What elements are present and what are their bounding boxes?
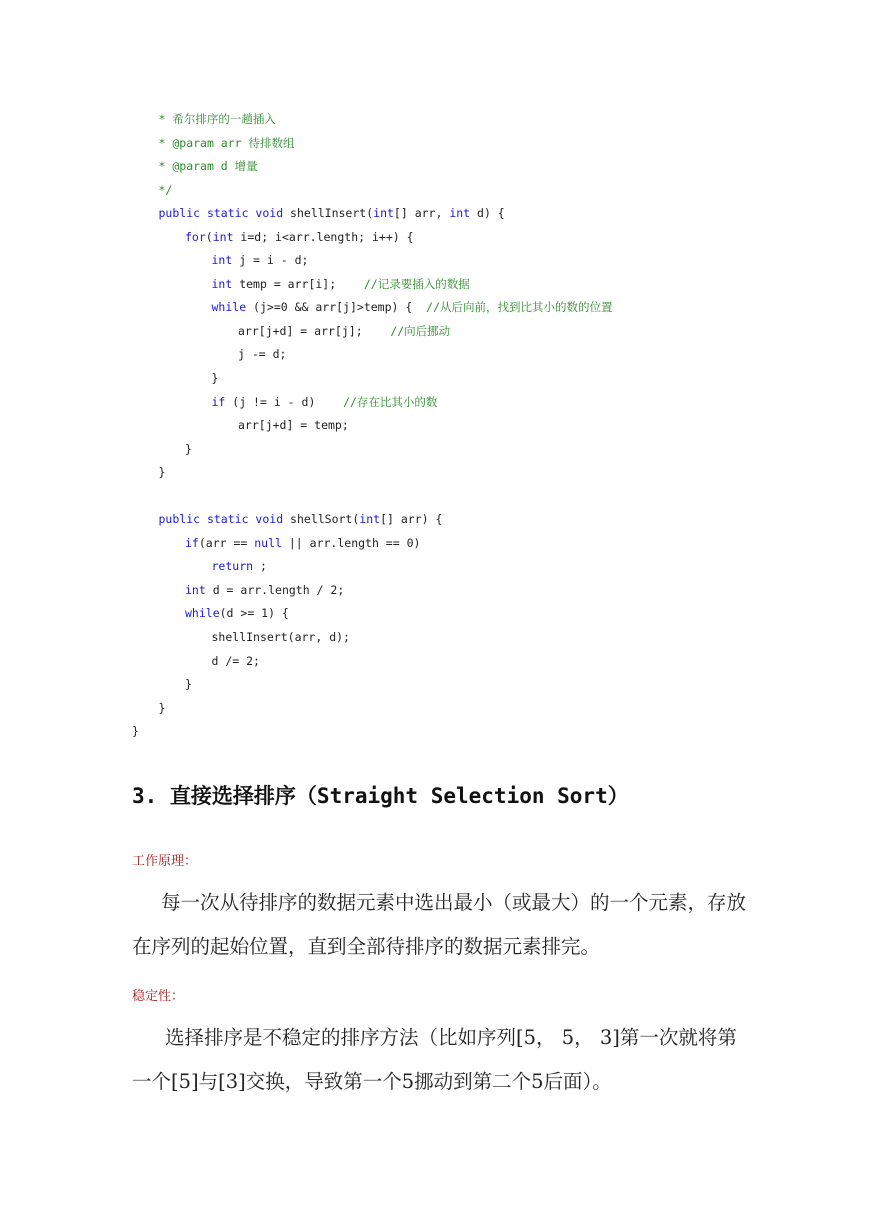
code-keyword: int <box>211 253 233 268</box>
principle-label: 工作原理： <box>132 854 198 869</box>
code-text: } <box>185 677 192 692</box>
code-keyword: int <box>212 229 234 244</box>
code-line <box>132 273 832 297</box>
code-text: } <box>158 700 166 715</box>
code-text: } <box>132 724 139 739</box>
code-line <box>132 343 832 367</box>
code-line <box>132 579 832 603</box>
code-comment: //向后挪动 <box>390 323 451 338</box>
code-text: (j != i - d) <box>225 394 344 409</box>
code-line <box>132 155 832 179</box>
code-line <box>132 602 832 626</box>
principle-paragraph: 每一次从待排序的数据元素中选出最小（或最大）的一个元素，存放在序列的起始位置，直到全部待排序的数据元素排完。 <box>132 891 747 958</box>
code-line <box>132 202 832 226</box>
code-line <box>132 626 832 650</box>
code-keyword: public static void <box>158 512 284 527</box>
code-line <box>132 485 832 509</box>
code-text: shellInsert(arr, d); <box>211 630 350 645</box>
code-keyword: int <box>185 582 206 597</box>
stability-label: 稳定性： <box>132 989 185 1004</box>
stability-paragraph: 选择排序是不稳定的排序方法（比如序列[5， 5， 3]第一次就将第一个[5]与[3]交换，导致第一个5挪动到第二个5后面）。 <box>132 1026 737 1093</box>
code-text: shellSort( <box>283 512 360 527</box>
code-line <box>132 179 832 203</box>
code-text: temp = arr[i]; <box>232 276 364 291</box>
code-line <box>132 367 832 391</box>
code-keyword: int <box>359 512 381 527</box>
code-text: d /= 2; <box>211 653 260 668</box>
code-text: d = arr.length / 2; <box>205 582 345 597</box>
code-keyword: public static void <box>158 206 284 221</box>
code-text: j = i - d; <box>232 253 309 268</box>
code-comment: * @param d 增量 <box>158 159 258 174</box>
code-keyword: if <box>211 394 226 409</box>
code-comment: //记录要插入的数据 <box>363 276 470 291</box>
code-text: arr[j+d] = arr[j]; <box>238 323 391 338</box>
code-line <box>132 296 832 320</box>
code-text: (d >= 1) { <box>219 606 289 621</box>
code-line <box>132 414 832 438</box>
code-comment: * 希尔排序的一趟插入 <box>158 112 276 126</box>
code-line <box>132 320 832 344</box>
code-line <box>132 391 832 415</box>
code-text: } <box>211 371 219 386</box>
code-text: [] arr, <box>393 206 450 221</box>
code-text: } <box>158 465 166 480</box>
code-text: shellInsert( <box>283 206 374 221</box>
code-line <box>132 508 832 532</box>
code-keyword: int <box>211 276 233 291</box>
code-text: (j>=0 && arr[j]>temp) { <box>246 300 427 315</box>
code-comment: //存在比其小的数 <box>343 394 438 409</box>
code-line <box>132 720 832 744</box>
code-text: i=d; i<arr.length; i++) { <box>233 229 414 244</box>
code-text: d) { <box>470 206 505 221</box>
code-keyword: if <box>185 535 199 550</box>
code-line <box>132 461 832 485</box>
code-line <box>132 555 832 579</box>
code-keyword: return <box>211 559 254 574</box>
code-comment: * @param arr 待排数组 <box>158 135 295 150</box>
code-keyword: int <box>449 206 471 221</box>
code-keyword: while <box>211 300 247 315</box>
code-text: ( <box>205 229 213 244</box>
code-line <box>132 132 832 156</box>
code-comment: //从后向前，找到比其小的数的位置 <box>426 300 613 315</box>
code-text: ; <box>253 559 267 574</box>
code-text: j -= d; <box>238 347 287 362</box>
code-keyword: for <box>185 229 206 244</box>
code-line <box>132 532 832 556</box>
code-text: arr[j+d] = temp; <box>238 418 349 433</box>
code-keyword: null <box>254 535 282 550</box>
code-line <box>132 697 832 721</box>
code-line <box>132 438 832 462</box>
code-line <box>132 108 832 132</box>
code-line <box>132 226 832 250</box>
code-text: } <box>185 441 192 456</box>
code-block <box>132 108 832 744</box>
code-line <box>132 650 832 674</box>
code-text: [] arr) { <box>380 512 443 527</box>
code-line <box>132 249 832 273</box>
code-keyword: int <box>373 206 394 221</box>
code-text: || arr.length == 0) <box>281 535 421 550</box>
code-comment: */ <box>158 182 173 197</box>
code-keyword: while <box>185 606 220 621</box>
section-heading: 3. 直接选择排序（Straight Selection Sort） <box>132 784 629 808</box>
code-text: (arr == <box>198 535 255 550</box>
code-line <box>132 673 832 697</box>
